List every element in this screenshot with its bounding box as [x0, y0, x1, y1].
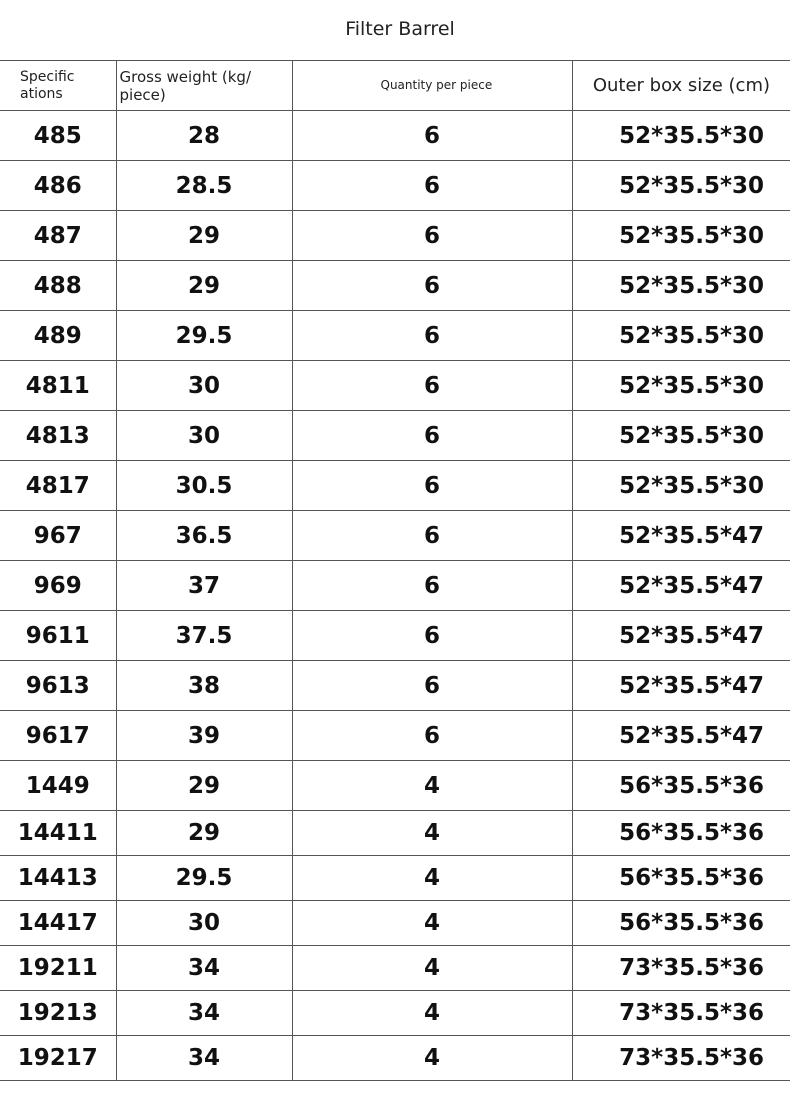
cell-spec: 14417 — [0, 901, 116, 946]
cell-size: 52*35.5*30 — [572, 461, 790, 511]
cell-quantity: 6 — [292, 111, 572, 161]
spec-table — [0, 60, 790, 1081]
cell-spec: 19217 — [0, 1036, 116, 1081]
cell-weight: 34 — [116, 991, 292, 1036]
cell-size: 52*35.5*47 — [572, 711, 790, 761]
cell-size: 56*35.5*36 — [572, 811, 790, 856]
cell-quantity: 6 — [292, 361, 572, 411]
cell-size: 56*35.5*36 — [572, 856, 790, 901]
cell-spec: 4813 — [0, 411, 116, 461]
cell-weight: 29 — [116, 761, 292, 811]
table-row — [0, 901, 790, 946]
table-row — [0, 1036, 790, 1081]
cell-weight: 30 — [116, 901, 292, 946]
table-row — [0, 611, 790, 661]
cell-spec: 19213 — [0, 991, 116, 1036]
cell-spec: 14413 — [0, 856, 116, 901]
table-row — [0, 161, 790, 211]
cell-quantity: 4 — [292, 901, 572, 946]
table-row — [0, 811, 790, 856]
table-row — [0, 561, 790, 611]
cell-quantity: 6 — [292, 461, 572, 511]
cell-weight: 29 — [116, 811, 292, 856]
cell-weight: 37 — [116, 561, 292, 611]
cell-size: 52*35.5*30 — [572, 261, 790, 311]
cell-quantity: 4 — [292, 856, 572, 901]
cell-size: 52*35.5*30 — [572, 361, 790, 411]
cell-weight: 29.5 — [116, 856, 292, 901]
page-title: Filter Barrel — [345, 18, 455, 40]
cell-weight: 29 — [116, 261, 292, 311]
cell-weight: 34 — [116, 1036, 292, 1081]
cell-quantity: 6 — [292, 211, 572, 261]
cell-spec: 486 — [0, 161, 116, 211]
cell-quantity: 4 — [292, 811, 572, 856]
cell-size: 52*35.5*30 — [572, 311, 790, 361]
table-row — [0, 511, 790, 561]
header-outer-box-size: Outer box size (cm) — [572, 61, 790, 111]
header-specifications: Specific ations — [0, 61, 116, 111]
cell-spec: 967 — [0, 511, 116, 561]
cell-quantity: 6 — [292, 561, 572, 611]
cell-weight: 28.5 — [116, 161, 292, 211]
header-row — [0, 61, 790, 111]
cell-quantity: 6 — [292, 311, 572, 361]
cell-spec: 9613 — [0, 661, 116, 711]
cell-spec: 4817 — [0, 461, 116, 511]
cell-weight: 29.5 — [116, 311, 292, 361]
cell-weight: 39 — [116, 711, 292, 761]
cell-spec: 14411 — [0, 811, 116, 856]
cell-size: 73*35.5*36 — [572, 1036, 790, 1081]
table-row — [0, 361, 790, 411]
cell-spec: 487 — [0, 211, 116, 261]
cell-quantity: 6 — [292, 511, 572, 561]
cell-spec: 488 — [0, 261, 116, 311]
cell-spec: 1449 — [0, 761, 116, 811]
cell-size: 52*35.5*30 — [572, 211, 790, 261]
cell-spec: 9617 — [0, 711, 116, 761]
table-row — [0, 311, 790, 361]
cell-size: 73*35.5*36 — [572, 946, 790, 991]
table-row — [0, 761, 790, 811]
cell-spec: 485 — [0, 111, 116, 161]
cell-quantity: 6 — [292, 161, 572, 211]
cell-size: 52*35.5*30 — [572, 161, 790, 211]
cell-weight: 36.5 — [116, 511, 292, 561]
cell-weight: 29 — [116, 211, 292, 261]
header-quantity: Quantity per piece — [292, 61, 572, 111]
table-row — [0, 661, 790, 711]
cell-spec: 4811 — [0, 361, 116, 411]
cell-size: 52*35.5*47 — [572, 611, 790, 661]
cell-weight: 30 — [116, 361, 292, 411]
table-row — [0, 856, 790, 901]
cell-spec: 9611 — [0, 611, 116, 661]
cell-quantity: 6 — [292, 261, 572, 311]
cell-size: 56*35.5*36 — [572, 761, 790, 811]
cell-quantity: 4 — [292, 761, 572, 811]
table-row — [0, 111, 790, 161]
cell-size: 56*35.5*36 — [572, 901, 790, 946]
cell-quantity: 4 — [292, 946, 572, 991]
cell-size: 73*35.5*36 — [572, 991, 790, 1036]
cell-weight: 37.5 — [116, 611, 292, 661]
cell-size: 52*35.5*47 — [572, 661, 790, 711]
cell-weight: 28 — [116, 111, 292, 161]
cell-spec: 19211 — [0, 946, 116, 991]
table-row — [0, 411, 790, 461]
cell-quantity: 6 — [292, 661, 572, 711]
table-row — [0, 946, 790, 991]
table-row — [0, 711, 790, 761]
table-row — [0, 991, 790, 1036]
cell-size: 52*35.5*47 — [572, 561, 790, 611]
table-row — [0, 211, 790, 261]
cell-spec: 969 — [0, 561, 116, 611]
cell-weight: 30 — [116, 411, 292, 461]
cell-spec: 489 — [0, 311, 116, 361]
cell-quantity: 6 — [292, 711, 572, 761]
cell-size: 52*35.5*47 — [572, 511, 790, 561]
cell-weight: 30.5 — [116, 461, 292, 511]
header-gross-weight: Gross weight (kg/ piece) — [116, 61, 292, 111]
table-row — [0, 461, 790, 511]
cell-size: 52*35.5*30 — [572, 411, 790, 461]
table-row — [0, 261, 790, 311]
cell-quantity: 4 — [292, 1036, 572, 1081]
cell-quantity: 6 — [292, 411, 572, 461]
cell-weight: 34 — [116, 946, 292, 991]
cell-size: 52*35.5*30 — [572, 111, 790, 161]
cell-quantity: 6 — [292, 611, 572, 661]
cell-quantity: 4 — [292, 991, 572, 1036]
cell-weight: 38 — [116, 661, 292, 711]
